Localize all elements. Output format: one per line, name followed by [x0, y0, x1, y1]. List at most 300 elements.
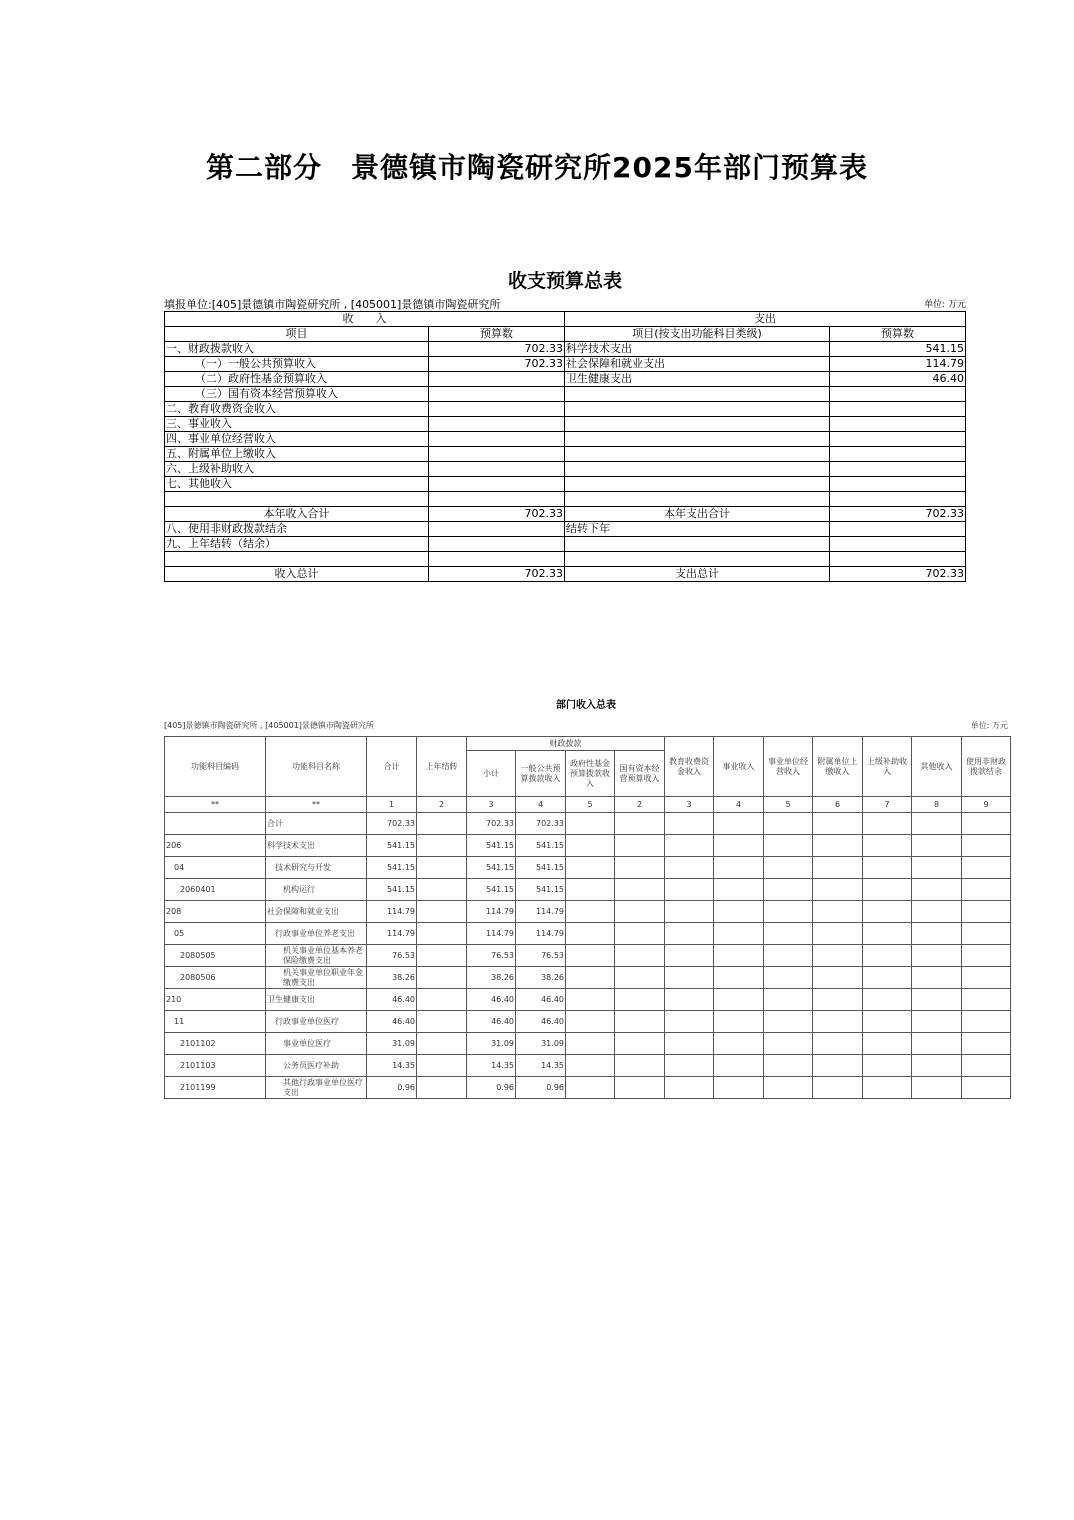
empty-cell: [665, 923, 714, 945]
empty-cell: [665, 1033, 714, 1055]
total-cell: 14.35: [367, 1055, 417, 1077]
carry-cell: [417, 989, 467, 1011]
col-subtotal-header: 小计: [467, 751, 516, 797]
code-cell: 208: [165, 901, 266, 923]
name-cell: 其他行政事业单位医疗支出: [266, 1077, 367, 1099]
expense-value-cell: [830, 552, 966, 567]
total-cell: 76.53: [367, 945, 417, 967]
empty-cell: [615, 901, 665, 923]
table2-unit-money: 单位: 万元: [970, 721, 1008, 730]
empty-cell: [962, 967, 1011, 989]
budget-summary-table: [164, 311, 966, 582]
col-code-header: 功能科目编码: [165, 737, 266, 797]
empty-cell: [665, 813, 714, 835]
table1-row: [165, 447, 966, 462]
empty-cell: [863, 1011, 912, 1033]
index-cell: 5: [566, 797, 615, 813]
empty-cell: [566, 923, 615, 945]
empty-cell: [863, 1033, 912, 1055]
name-cell: 公务员医疗补助: [266, 1055, 367, 1077]
empty-cell: [615, 1055, 665, 1077]
expense-value-cell: [830, 537, 966, 552]
empty-cell: [566, 835, 615, 857]
expense-item-cell: 支出总计: [565, 567, 830, 582]
empty-cell: [615, 857, 665, 879]
general-cell: 31.09: [516, 1033, 566, 1055]
expense-item-cell: [565, 477, 830, 492]
empty-cell: [813, 901, 863, 923]
carry-cell: [417, 901, 467, 923]
total-cell: 541.15: [367, 857, 417, 879]
table1-row: [165, 492, 966, 507]
empty-cell: [962, 813, 1011, 835]
empty-cell: [962, 835, 1011, 857]
table1-row: [165, 507, 966, 522]
index-cell: 3: [665, 797, 714, 813]
expense-value-cell: [830, 447, 966, 462]
table1-row: [165, 477, 966, 492]
empty-cell: [665, 1011, 714, 1033]
empty-cell: [912, 967, 962, 989]
expense-value-cell: 702.33: [830, 507, 966, 522]
index-cell: 8: [912, 797, 962, 813]
expense-value-cell: 46.40: [830, 372, 966, 387]
carry-cell: [417, 835, 467, 857]
code-cell: 04: [165, 857, 266, 879]
income-item-cell: 六、上级补助收入: [165, 462, 429, 477]
income-item-cell: [165, 552, 429, 567]
empty-cell: [714, 1033, 764, 1055]
empty-cell: [714, 1055, 764, 1077]
table1-column-header: [165, 327, 966, 342]
general-cell: 46.40: [516, 989, 566, 1011]
code-cell: 2060401: [165, 879, 266, 901]
expense-item-cell: [565, 552, 830, 567]
table2-row: [165, 835, 1011, 857]
table2-meta: [164, 720, 1008, 732]
carry-cell: [417, 879, 467, 901]
empty-cell: [665, 879, 714, 901]
empty-cell: [615, 1033, 665, 1055]
empty-cell: [813, 1033, 863, 1055]
income-value-cell: [429, 462, 565, 477]
general-cell: 0.96: [516, 1077, 566, 1099]
col-budget-header: 预算数: [429, 327, 565, 342]
name-cell: 行政事业单位养老支出: [266, 923, 367, 945]
code-cell: 2080505: [165, 945, 266, 967]
table2-row: [165, 945, 1011, 967]
empty-cell: [615, 945, 665, 967]
empty-cell: [912, 1055, 962, 1077]
total-cell: 541.15: [367, 835, 417, 857]
income-item-cell: （一）一般公共预算收入: [165, 357, 429, 372]
empty-cell: [764, 1077, 813, 1099]
col-edu-header: 教育收费资金收入: [665, 737, 714, 797]
col-total-header: 合计: [367, 737, 417, 797]
empty-cell: [764, 967, 813, 989]
empty-cell: [863, 967, 912, 989]
empty-cell: [863, 835, 912, 857]
empty-cell: [665, 967, 714, 989]
empty-cell: [962, 901, 1011, 923]
name-cell: 卫生健康支出: [266, 989, 367, 1011]
empty-cell: [665, 901, 714, 923]
empty-cell: [962, 923, 1011, 945]
carry-cell: [417, 813, 467, 835]
empty-cell: [813, 813, 863, 835]
expense-value-cell: [830, 432, 966, 447]
empty-cell: [566, 1055, 615, 1077]
code-cell: 05: [165, 923, 266, 945]
empty-cell: [962, 1011, 1011, 1033]
table2-row: [165, 967, 1011, 989]
subtotal-cell: 46.40: [467, 989, 516, 1011]
expense-item-cell: 结转下年: [565, 522, 830, 537]
table2-row: [165, 923, 1011, 945]
expense-item-cell: [565, 462, 830, 477]
income-header: 收 入: [165, 312, 565, 327]
general-cell: 702.33: [516, 813, 566, 835]
table1-row: [165, 552, 966, 567]
fiscal-group-header: 财政拨款: [467, 737, 665, 751]
empty-cell: [566, 901, 615, 923]
carry-cell: [417, 945, 467, 967]
col-state-header: 国有资本经营预算收入: [615, 751, 665, 797]
empty-cell: [566, 1011, 615, 1033]
empty-cell: [714, 813, 764, 835]
empty-cell: [714, 967, 764, 989]
expense-value-cell: [830, 492, 966, 507]
table2-row: [165, 1077, 1011, 1099]
empty-cell: [764, 1011, 813, 1033]
code-cell: 11: [165, 1011, 266, 1033]
income-item-cell: （二）政府性基金预算收入: [165, 372, 429, 387]
expense-value-cell: [830, 402, 966, 417]
subtotal-cell: 14.35: [467, 1055, 516, 1077]
empty-cell: [912, 835, 962, 857]
expense-value-cell: 541.15: [830, 342, 966, 357]
general-cell: 114.79: [516, 901, 566, 923]
empty-cell: [764, 857, 813, 879]
general-cell: 114.79: [516, 923, 566, 945]
col-exp-budget-header: 预算数: [830, 327, 966, 342]
code-cell: 210: [165, 989, 266, 1011]
empty-cell: [615, 989, 665, 1011]
income-value-cell: 702.33: [429, 507, 565, 522]
empty-cell: [962, 857, 1011, 879]
expense-item-cell: [565, 417, 830, 432]
index-cell: 4: [714, 797, 764, 813]
empty-cell: [764, 923, 813, 945]
index-cell: 2: [417, 797, 467, 813]
table2-row: [165, 989, 1011, 1011]
empty-cell: [615, 813, 665, 835]
empty-cell: [813, 967, 863, 989]
general-cell: 541.15: [516, 879, 566, 901]
empty-cell: [912, 813, 962, 835]
empty-cell: [566, 879, 615, 901]
income-value-cell: [429, 537, 565, 552]
empty-cell: [714, 923, 764, 945]
name-cell: 社会保障和就业支出: [266, 901, 367, 923]
subtotal-cell: 46.40: [467, 1011, 516, 1033]
expense-item-cell: 本年支出合计: [565, 507, 830, 522]
empty-cell: [863, 923, 912, 945]
empty-cell: [566, 989, 615, 1011]
empty-cell: [863, 901, 912, 923]
expense-header: 支出: [565, 312, 966, 327]
table1-row: [165, 342, 966, 357]
empty-cell: [962, 1077, 1011, 1099]
subtotal-cell: 702.33: [467, 813, 516, 835]
index-cell: 7: [863, 797, 912, 813]
col-career-header: 事业收入: [714, 737, 764, 797]
index-cell: 9: [962, 797, 1011, 813]
col-item-header: 项目: [165, 327, 429, 342]
empty-cell: [615, 879, 665, 901]
general-cell: 38.26: [516, 967, 566, 989]
empty-cell: [813, 989, 863, 1011]
income-item-cell: 本年收入合计: [165, 507, 429, 522]
expense-value-cell: [830, 417, 966, 432]
empty-cell: [665, 835, 714, 857]
code-cell: 2080506: [165, 967, 266, 989]
general-cell: 14.35: [516, 1055, 566, 1077]
table1-row: [165, 462, 966, 477]
empty-cell: [912, 857, 962, 879]
empty-cell: [615, 835, 665, 857]
general-cell: 541.15: [516, 857, 566, 879]
total-cell: 702.33: [367, 813, 417, 835]
carry-cell: [417, 923, 467, 945]
col-other-header: 其他收入: [912, 737, 962, 797]
empty-cell: [764, 1033, 813, 1055]
col-fund-header: 政府性基金预算拨款收入: [566, 751, 615, 797]
code-cell: 2101102: [165, 1033, 266, 1055]
expense-value-cell: [830, 462, 966, 477]
empty-cell: [813, 923, 863, 945]
empty-cell: [912, 1011, 962, 1033]
expense-item-cell: [565, 432, 830, 447]
total-cell: 31.09: [367, 1033, 417, 1055]
name-cell: 行政事业单位医疗: [266, 1011, 367, 1033]
table2-row: [165, 879, 1011, 901]
empty-cell: [863, 813, 912, 835]
empty-cell: [912, 901, 962, 923]
empty-cell: [566, 1033, 615, 1055]
total-cell: 0.96: [367, 1077, 417, 1099]
empty-cell: [764, 945, 813, 967]
empty-cell: [665, 1077, 714, 1099]
empty-cell: [962, 879, 1011, 901]
expense-item-cell: [565, 447, 830, 462]
income-value-cell: [429, 522, 565, 537]
total-cell: 114.79: [367, 923, 417, 945]
table1-row: [165, 417, 966, 432]
index-cell: **: [266, 797, 367, 813]
empty-cell: [863, 1055, 912, 1077]
col-carry-header: 上年结转: [417, 737, 467, 797]
income-item-cell: 收入总计: [165, 567, 429, 582]
expense-item-cell: 卫生健康支出: [565, 372, 830, 387]
col-general-header: 一般公共预算拨款收入: [516, 751, 566, 797]
empty-cell: [665, 945, 714, 967]
empty-cell: [714, 989, 764, 1011]
subtotal-cell: 541.15: [467, 879, 516, 901]
carry-cell: [417, 1077, 467, 1099]
empty-cell: [813, 879, 863, 901]
empty-cell: [863, 989, 912, 1011]
income-value-cell: [429, 552, 565, 567]
empty-cell: [912, 879, 962, 901]
empty-cell: [615, 923, 665, 945]
total-cell: 46.40: [367, 989, 417, 1011]
table1-unit-label: 填报单位:[405]景德镇市陶瓷研究所 , [405001]景德镇市陶瓷研究所: [164, 298, 501, 311]
table1-meta: [164, 296, 966, 310]
name-cell: 机构运行: [266, 879, 367, 901]
expense-value-cell: [830, 387, 966, 402]
empty-cell: [665, 1055, 714, 1077]
table1-row: [165, 567, 966, 582]
table2-row: [165, 813, 1011, 835]
empty-cell: [714, 945, 764, 967]
expense-item-cell: [565, 537, 830, 552]
empty-cell: [912, 1077, 962, 1099]
empty-cell: [813, 1077, 863, 1099]
table1-row: [165, 357, 966, 372]
index-cell: **: [165, 797, 266, 813]
general-cell: 46.40: [516, 1011, 566, 1033]
table2-row: [165, 857, 1011, 879]
income-item-cell: 七、其他收入: [165, 477, 429, 492]
carry-cell: [417, 1033, 467, 1055]
income-value-cell: [429, 432, 565, 447]
name-cell: 科学技术支出: [266, 835, 367, 857]
table1-group-header: [165, 312, 966, 327]
empty-cell: [863, 1077, 912, 1099]
carry-cell: [417, 857, 467, 879]
empty-cell: [863, 857, 912, 879]
total-cell: 114.79: [367, 901, 417, 923]
col-affiliated-header: 附属单位上缴收入: [813, 737, 863, 797]
table1-row: [165, 537, 966, 552]
table2-row: [165, 1055, 1011, 1077]
expense-value-cell: 702.33: [830, 567, 966, 582]
expense-item-cell: 社会保障和就业支出: [565, 357, 830, 372]
expense-item-cell: [565, 492, 830, 507]
name-cell: 机关事业单位基本养老保险缴费支出: [266, 945, 367, 967]
empty-cell: [813, 857, 863, 879]
empty-cell: [912, 923, 962, 945]
empty-cell: [714, 1011, 764, 1033]
empty-cell: [863, 879, 912, 901]
carry-cell: [417, 967, 467, 989]
empty-cell: [714, 901, 764, 923]
name-cell: 事业单位医疗: [266, 1033, 367, 1055]
empty-cell: [615, 1011, 665, 1033]
empty-cell: [714, 879, 764, 901]
index-cell: 6: [813, 797, 863, 813]
empty-cell: [764, 901, 813, 923]
income-item-cell: 三、事业收入: [165, 417, 429, 432]
income-value-cell: [429, 492, 565, 507]
empty-cell: [912, 989, 962, 1011]
carry-cell: [417, 1055, 467, 1077]
income-item-cell: 九、上年结转（结余）: [165, 537, 429, 552]
table2-header-row-1: [165, 737, 1011, 751]
empty-cell: [615, 1077, 665, 1099]
empty-cell: [764, 813, 813, 835]
col-subsidy-header: 上级补助收入: [863, 737, 912, 797]
table2-unit-label: [405]景德镇市陶瓷研究所 , [405001]景德镇市陶瓷研究所: [164, 721, 374, 730]
name-cell: 技术研究与开发: [266, 857, 367, 879]
col-business-header: 事业单位经营收入: [764, 737, 813, 797]
expense-value-cell: [830, 522, 966, 537]
col-nonfiscal-header: 使用非财政拨款结余: [962, 737, 1011, 797]
index-cell: 3: [467, 797, 516, 813]
income-value-cell: [429, 477, 565, 492]
empty-cell: [714, 1077, 764, 1099]
index-cell: 2: [615, 797, 665, 813]
income-value-cell: 702.33: [429, 567, 565, 582]
table2-title: 部门收入总表: [556, 700, 616, 711]
empty-cell: [813, 835, 863, 857]
income-item-cell: 二、教育收费资金收入: [165, 402, 429, 417]
expense-item-cell: [565, 402, 830, 417]
table1-title: 收支预算总表: [507, 270, 622, 292]
page-title: 第二部分 景德镇市陶瓷研究所2025年部门预算表: [206, 151, 868, 184]
empty-cell: [665, 989, 714, 1011]
empty-cell: [764, 835, 813, 857]
empty-cell: [962, 1033, 1011, 1055]
empty-cell: [764, 879, 813, 901]
subtotal-cell: 541.15: [467, 835, 516, 857]
table1-row: [165, 432, 966, 447]
income-summary-table: [164, 736, 1011, 1099]
empty-cell: [962, 945, 1011, 967]
name-cell: 合计: [266, 813, 367, 835]
empty-cell: [714, 857, 764, 879]
code-cell: [165, 813, 266, 835]
empty-cell: [566, 1077, 615, 1099]
empty-cell: [813, 945, 863, 967]
income-item-cell: [165, 492, 429, 507]
table2-row: [165, 901, 1011, 923]
col-name-header: 功能科目名称: [266, 737, 367, 797]
empty-cell: [962, 989, 1011, 1011]
subtotal-cell: 38.26: [467, 967, 516, 989]
expense-item-cell: [565, 387, 830, 402]
code-cell: 2101199: [165, 1077, 266, 1099]
table1-row: [165, 522, 966, 537]
income-item-cell: 一、财政拨款收入: [165, 342, 429, 357]
income-item-cell: 五、附属单位上缴收入: [165, 447, 429, 462]
expense-value-cell: 114.79: [830, 357, 966, 372]
empty-cell: [813, 1011, 863, 1033]
income-item-cell: 四、事业单位经营收入: [165, 432, 429, 447]
general-cell: 76.53: [516, 945, 566, 967]
empty-cell: [764, 1055, 813, 1077]
total-cell: 38.26: [367, 967, 417, 989]
table2-row: [165, 1033, 1011, 1055]
index-cell: 4: [516, 797, 566, 813]
table1-row: [165, 402, 966, 417]
empty-cell: [615, 967, 665, 989]
income-value-cell: 702.33: [429, 357, 565, 372]
income-item-cell: （三）国有资本经营预算收入: [165, 387, 429, 402]
col-exp-item-header: 项目(按支出功能科目类级): [565, 327, 830, 342]
empty-cell: [566, 813, 615, 835]
